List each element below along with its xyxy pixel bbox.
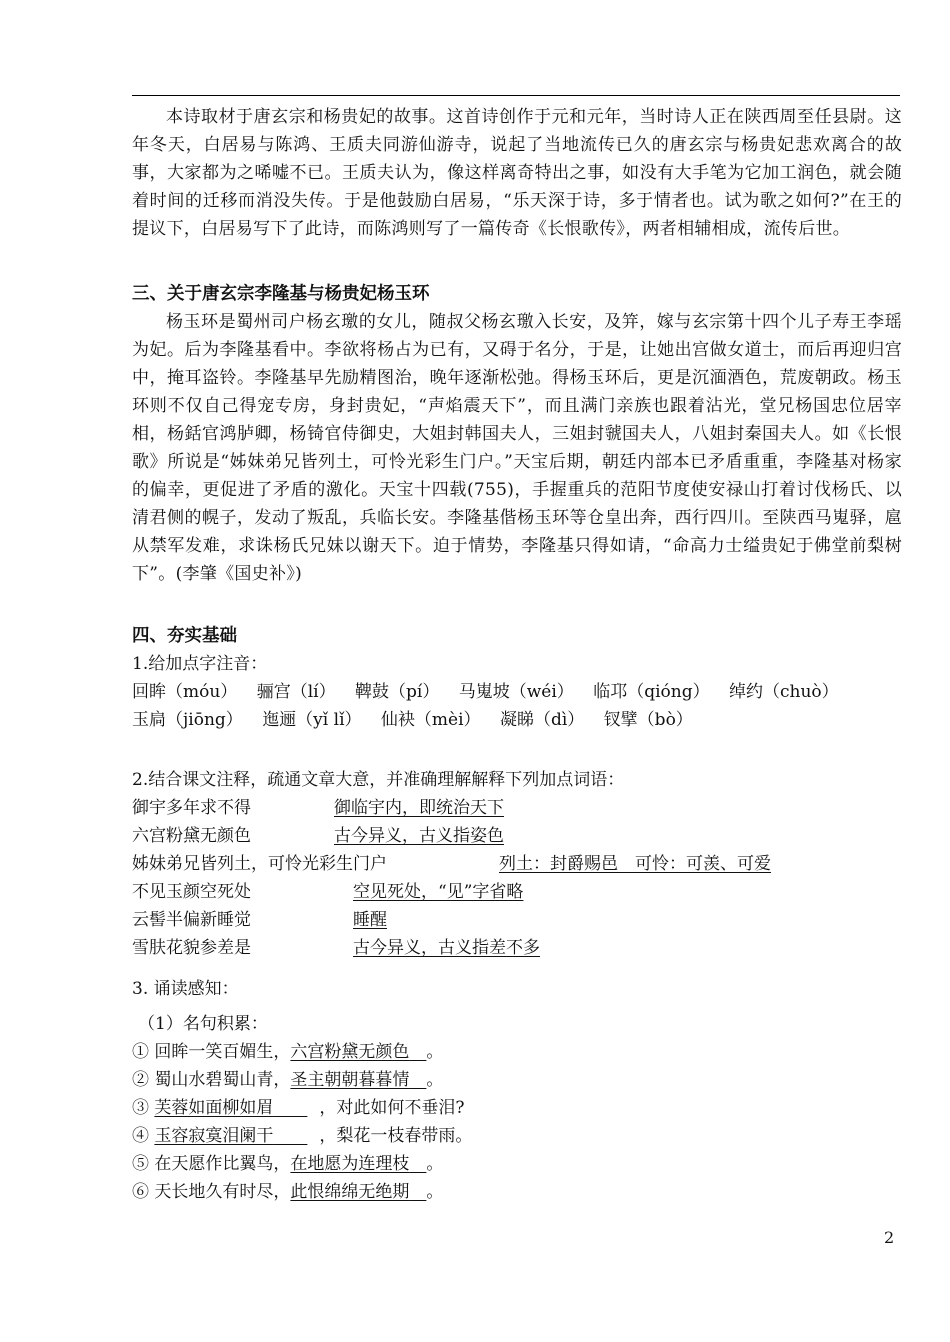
section-3-paragraph: 杨玉环是蜀州司户杨玄璬的女儿，随叔父杨玄璬入长安，及笄，嫁与玄宗第十四个儿子寿王李瑶为妃。后为李隆基看中。李欲将杨占为已有，又碍于名分，于是，让她出宫做女道士，而后再迎归宫中，掩耳盗铃。李隆基早先励精图治，晚年逐渐松弛。得杨玉环后，更是沉湎酒色，荒废朝政。杨玉环则不仅自己得宠专房，身封贵妃，“声焰震天下”，而且满门亲族也跟着沾光，堂兄杨国忠位居宰相，杨銛官鸿胪卿，杨锜官侍御史，大姐封韩国夫人，三姐封虢国夫人，八姐封秦国夫人。如《长恨歌》所说是“姊妹弟兄皆列土，可怜光彩生门户。”天宝后期，朝廷内部本已矛盾重重，李隆基对杨家的偏幸，更促进了矛盾的激化。天宝十四载(755)，手握重兵的范阳节度使安禄山打着讨伐杨氏、以清君侧的幌子，发动了叛乱，兵临长安。李隆基偕杨玉环等仓皇出奔，西行四川。至陕西马嵬驿，扈从禁军发难，求诛杨氏兄妹以谢天下。迫于情势，李隆基只得如请，“命高力士缢贵妃于佛堂前梨树下”。(李肇《国史补》) <box>132 312 902 584</box>
quote-after: 。 <box>426 1070 444 1090</box>
quote-number: ⑤ <box>132 1154 149 1174</box>
quote-item <box>132 1038 443 1066</box>
pinyin-item: 迤逦（yǐ lǐ） <box>262 710 362 730</box>
quote-answer: 六宫粉黛无颜色 <box>290 1042 410 1062</box>
q2-phrase: 六宫粉黛无颜色 <box>132 826 251 846</box>
quote-after: ，对此如何不垂泪? <box>319 1098 465 1118</box>
quote-number: ① <box>132 1042 149 1062</box>
q2-phrase: 不见玉颜空死处 <box>132 882 251 902</box>
q2-item <box>132 878 524 906</box>
pinyin-item: 马嵬坡（wéi） <box>458 682 574 702</box>
q2-answer: 列土：封爵赐邑 可怜：可羡、可爱 <box>499 854 771 874</box>
q3-subtitle: （1）名句积累： <box>138 1014 268 1034</box>
quote-after: 。 <box>426 1154 444 1174</box>
quote-before: 天长地久有时尽， <box>154 1182 291 1202</box>
quote-before: 在天愿作比翼鸟， <box>154 1154 291 1174</box>
section-4 <box>132 622 902 734</box>
pinyin-item: 仙袂（mèi） <box>380 710 481 730</box>
quote-after: 。 <box>426 1182 444 1202</box>
pinyin-item: 鞞鼓（pí） <box>355 682 440 702</box>
q1-title: 1.给加点字注音： <box>132 654 268 674</box>
q1-row-1 <box>132 678 902 706</box>
quote-item <box>132 1066 443 1094</box>
quote-answer: 在地愿为连理枝 <box>290 1154 410 1174</box>
quote-number: ③ <box>132 1098 149 1118</box>
quote-after: ，梨花一枝春带雨。 <box>319 1126 473 1146</box>
q2-title: 2.结合课文注释，疏通文章大意，并准确理解解释下列加点词语： <box>132 770 625 790</box>
intro-paragraph: 本诗取材于唐玄宗和杨贵妃的故事。这首诗创作于元和元年，当时诗人正在陕西周至任县尉。这年冬天，白居易与陈鸿、王质夫同游仙游寺，说起了当地流传已久的唐玄宗与杨贵妃悲欢离合的故事，大家都为之唏嘘不已。王质夫认为，像这样离奇特出之事，如没有大手笔为它加工润色，就会随着时间的迁移而消没失传。于是他鼓励白居易，“乐天深于诗，多于情者也。试为歌之如何?”在王的提议下，白居易写下了此诗，而陈鸿则写了一篇传奇《长恨歌传》，两者相辅相成，流传后世。 <box>132 107 902 239</box>
intro-section <box>132 103 902 243</box>
q2-answer: 古今异义，古义指姿色 <box>334 826 504 846</box>
header-rule <box>132 95 900 96</box>
q2-answer: 御临宇内，即统治天下 <box>334 798 504 818</box>
quote-answer: 玉容寂寞泪阑干 <box>154 1126 274 1146</box>
q2-item <box>132 850 771 878</box>
q2-phrase: 云髻半偏新睡觉 <box>132 910 251 930</box>
q2-answer: 空见死处，“见”字省略 <box>353 882 524 902</box>
pinyin-item: 临邛（qióng） <box>593 682 710 702</box>
q2-answer: 古今异义，古义指差不多 <box>353 938 540 958</box>
q2-phrase: 姊妹弟兄皆列土，可怜光彩生门户 <box>132 854 387 874</box>
quote-answer: 圣主朝朝暮暮情 <box>290 1070 410 1090</box>
pinyin-item: 回眸（móu） <box>132 682 238 702</box>
pinyin-item: 骊宫（lí） <box>256 682 336 702</box>
pinyin-item: 绰约（chuò） <box>729 682 839 702</box>
quote-before: 回眸一笑百媚生， <box>154 1042 291 1062</box>
q1-row-2 <box>132 706 902 734</box>
q2-item <box>132 906 387 934</box>
q2-answer: 睡醒 <box>353 910 387 930</box>
q2-item <box>132 822 504 850</box>
quote-item <box>132 1150 443 1178</box>
q2-phrase: 雪肤花貌参差是 <box>132 938 251 958</box>
quote-before: 蜀山水碧蜀山青， <box>154 1070 291 1090</box>
section-3 <box>132 280 902 588</box>
quote-item <box>132 1178 443 1206</box>
quote-item <box>132 1122 472 1150</box>
quote-answer: 芙蓉如面柳如眉 <box>154 1098 274 1118</box>
q2-phrase: 御宇多年求不得 <box>132 798 251 818</box>
pinyin-item: 钗擘（bò） <box>603 710 693 730</box>
page-number: 2 <box>884 1228 895 1247</box>
pinyin-item: 凝睇（dì） <box>499 710 585 730</box>
quote-number: ④ <box>132 1126 149 1146</box>
quote-number: ② <box>132 1070 149 1090</box>
quote-answer: 此恨绵绵无绝期 <box>290 1182 410 1202</box>
quote-number: ⑥ <box>132 1182 149 1202</box>
q2-item <box>132 934 540 962</box>
q2-item <box>132 794 504 822</box>
section-3-heading: 三、关于唐玄宗李隆基与杨贵妃杨玉环 <box>132 284 430 304</box>
section-4-heading: 四、夯实基础 <box>132 626 237 646</box>
q3-title: 3. 诵读感知： <box>132 979 239 999</box>
quote-item <box>132 1094 465 1122</box>
pinyin-item: 玉扃（jiōng） <box>132 710 243 730</box>
quote-after: 。 <box>426 1042 444 1062</box>
